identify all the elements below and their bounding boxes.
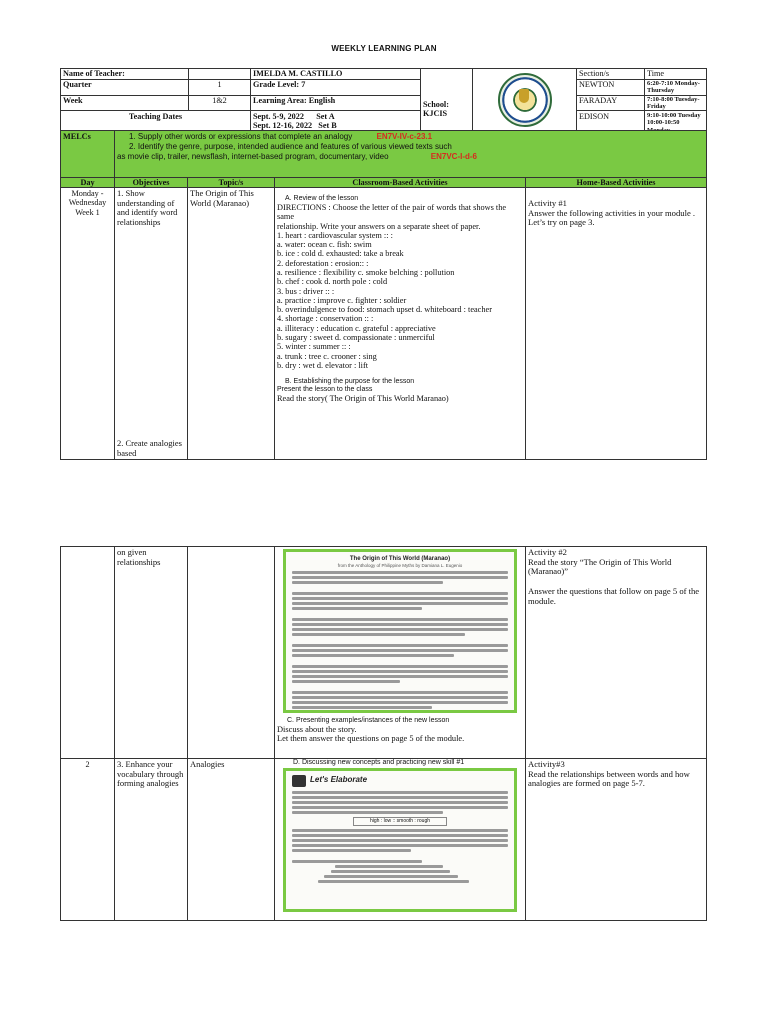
elaborate-image (283, 768, 517, 912)
review-item: 4. shortage : conservation :: : (277, 314, 374, 324)
home-activity-text: Read the story “The Origin of This World (Maranao)” (528, 556, 672, 577)
story-image (283, 549, 517, 713)
section-name: FARADAY (577, 95, 645, 111)
objective-continued: on given relationships (115, 547, 188, 759)
melc-item: 1. Supply other words or expressions that complete an analogy (129, 132, 353, 141)
review-item: 3. bus : driver :: : (277, 286, 335, 296)
discuss-line: Discuss about the story. (277, 724, 357, 734)
topic-cell: The Origin of This World (Maranao) (188, 188, 275, 460)
answer-line: Let them answer the questions on page 5 of the module. (277, 734, 465, 744)
review-item: a. resilience : flexibility c. smoke belching : pollution (277, 267, 455, 277)
review-item: a. trunk : tree c. crooner : sing (277, 351, 377, 361)
directions-text: DIRECTIONS : Choose the letter of the pair of words that shows the same relationship. Write your answers on a separate sheet of paper. (277, 203, 507, 231)
objective-2: 2. Create analogies based (117, 438, 182, 458)
purpose-line: Present the lesson to the class (277, 385, 373, 393)
presenting-heading: C. Presenting examples/instances of the new lesson (287, 717, 450, 724)
plan-table (60, 130, 707, 460)
melc-code: EN7VC-I-d-6 (430, 152, 478, 161)
review-item: 2. deforestation : erosion:: : (277, 258, 369, 268)
section-time: 9:10-10:00 Tuesday 10:00-10:50 Monday- Wednesday-Thursday (645, 111, 707, 150)
grade-level: Grade Level: 7 (251, 80, 421, 96)
review-heading: A. Review of the lesson (285, 195, 359, 203)
story-subtitle: from the Anthology of Philippine Myths by Damiana L. Eugenio (337, 562, 463, 568)
section-name: NEWTON (577, 80, 645, 96)
melc-code: EN7V-IV-c-23.1 (376, 132, 433, 141)
review-item: a. practice : improve c. fighter : soldier (277, 295, 407, 305)
review-item: 5. winter : summer :: : (277, 342, 351, 352)
melcs-label: MELCs (61, 131, 115, 178)
home-activity-title: Activity #2 (528, 547, 567, 557)
section-time: 6:20-7:10 Monday-Thursday (645, 80, 707, 96)
teacher-label: Name of Teacher: (61, 69, 189, 80)
dates-line: Sept. 12-16, 2022 Set B (253, 121, 337, 131)
review-item: a. water: ocean c. fish: swim (277, 240, 372, 250)
purpose-heading: B. Establishing the purpose for the lesson (285, 378, 415, 386)
column-header-day: Day (61, 178, 115, 188)
school-seal-logo (498, 73, 552, 127)
day-cell: 2 (61, 759, 115, 921)
read-line: Read the story( The Origin of This World Maranao) (277, 393, 449, 403)
review-item: b. overindulgence to food: stomach upset d. whiteboard : teacher (277, 305, 492, 315)
review-item: 1. heart : cardiovascular system :: : (277, 230, 393, 240)
review-item: b. sugary : sweet d. compassionate : unmerciful (277, 332, 435, 342)
quarter-value: 1 (189, 80, 251, 96)
home-activity-title: Activity #1 (528, 198, 567, 209)
school-label: School: (423, 100, 449, 109)
section-name: EDISON (577, 111, 645, 150)
teacher-value: IMELDA M. CASTILLO (251, 69, 421, 80)
objective-3: 3. Enhance your vocabulary through forming analogies (115, 759, 188, 921)
elaborate-title: Let's Elaborate (310, 775, 368, 785)
topic-cell: Analogies (188, 759, 275, 921)
home-activity-title: Activity#3 (528, 759, 565, 769)
school-value: KJCIS (423, 109, 448, 119)
time-label: Time (645, 69, 707, 80)
column-header-objectives: Objectives (115, 178, 188, 188)
analogy-formula: high : low :: smooth : rough (353, 817, 447, 827)
story-title: The Origin of This World (Maranao) (349, 556, 451, 562)
review-item: b. dry : wet d. elevator : lift (277, 360, 369, 370)
column-header-topics: Topic/s (188, 178, 275, 188)
review-item: b. ice : cold d. exhausted: take a break (277, 249, 404, 259)
quarter-label: Quarter (61, 80, 189, 96)
home-activity-text: Read the relationships between words and how analogies are formed on page 5-7. (528, 768, 690, 789)
home-activity-text: Answer the questions that follow on page 5 of the module. (528, 585, 700, 606)
discussing-heading: D. Discussing new concepts and practicing new skill #1 (293, 759, 465, 766)
teaching-dates-label: Teaching Dates (61, 111, 251, 150)
week-value: 1&2 (189, 95, 251, 111)
column-header-home: Home-Based Activities (526, 178, 707, 188)
book-icon (292, 775, 306, 787)
day-cell: Monday - Wednesday Week 1 (61, 188, 115, 460)
objective-1: 1. Show understanding of and identify word relationships (117, 188, 178, 227)
learning-area: Learning Area: English (251, 95, 421, 111)
plan-table-continued (60, 546, 707, 921)
column-header-classroom: Classroom-Based Activities (275, 178, 526, 188)
melc-item: 2. Identify the genre, purpose, intended audience and features of various viewed texts such (129, 142, 452, 151)
review-item: a. illiteracy : education c. grateful : appreciative (277, 323, 436, 333)
sections-label: Section/s (577, 69, 645, 80)
home-activity-text: Let’s try on page 3. (528, 217, 595, 228)
section-time: 7:10-8:00 Tuesday-Friday (645, 95, 707, 111)
week-label: Week (61, 95, 189, 111)
review-item: b. chef : cook d. north pole : cold (277, 277, 388, 287)
melc-item: as movie clip, trailer, newsflash, internet-based program, documentary, video (117, 152, 389, 161)
page-title: WEEKLY LEARNING PLAN (331, 44, 437, 53)
home-activity-text: Answer the following activities in your module . (528, 207, 696, 218)
dates-line: Sept. 5-9, 2022 Set A (253, 112, 335, 122)
